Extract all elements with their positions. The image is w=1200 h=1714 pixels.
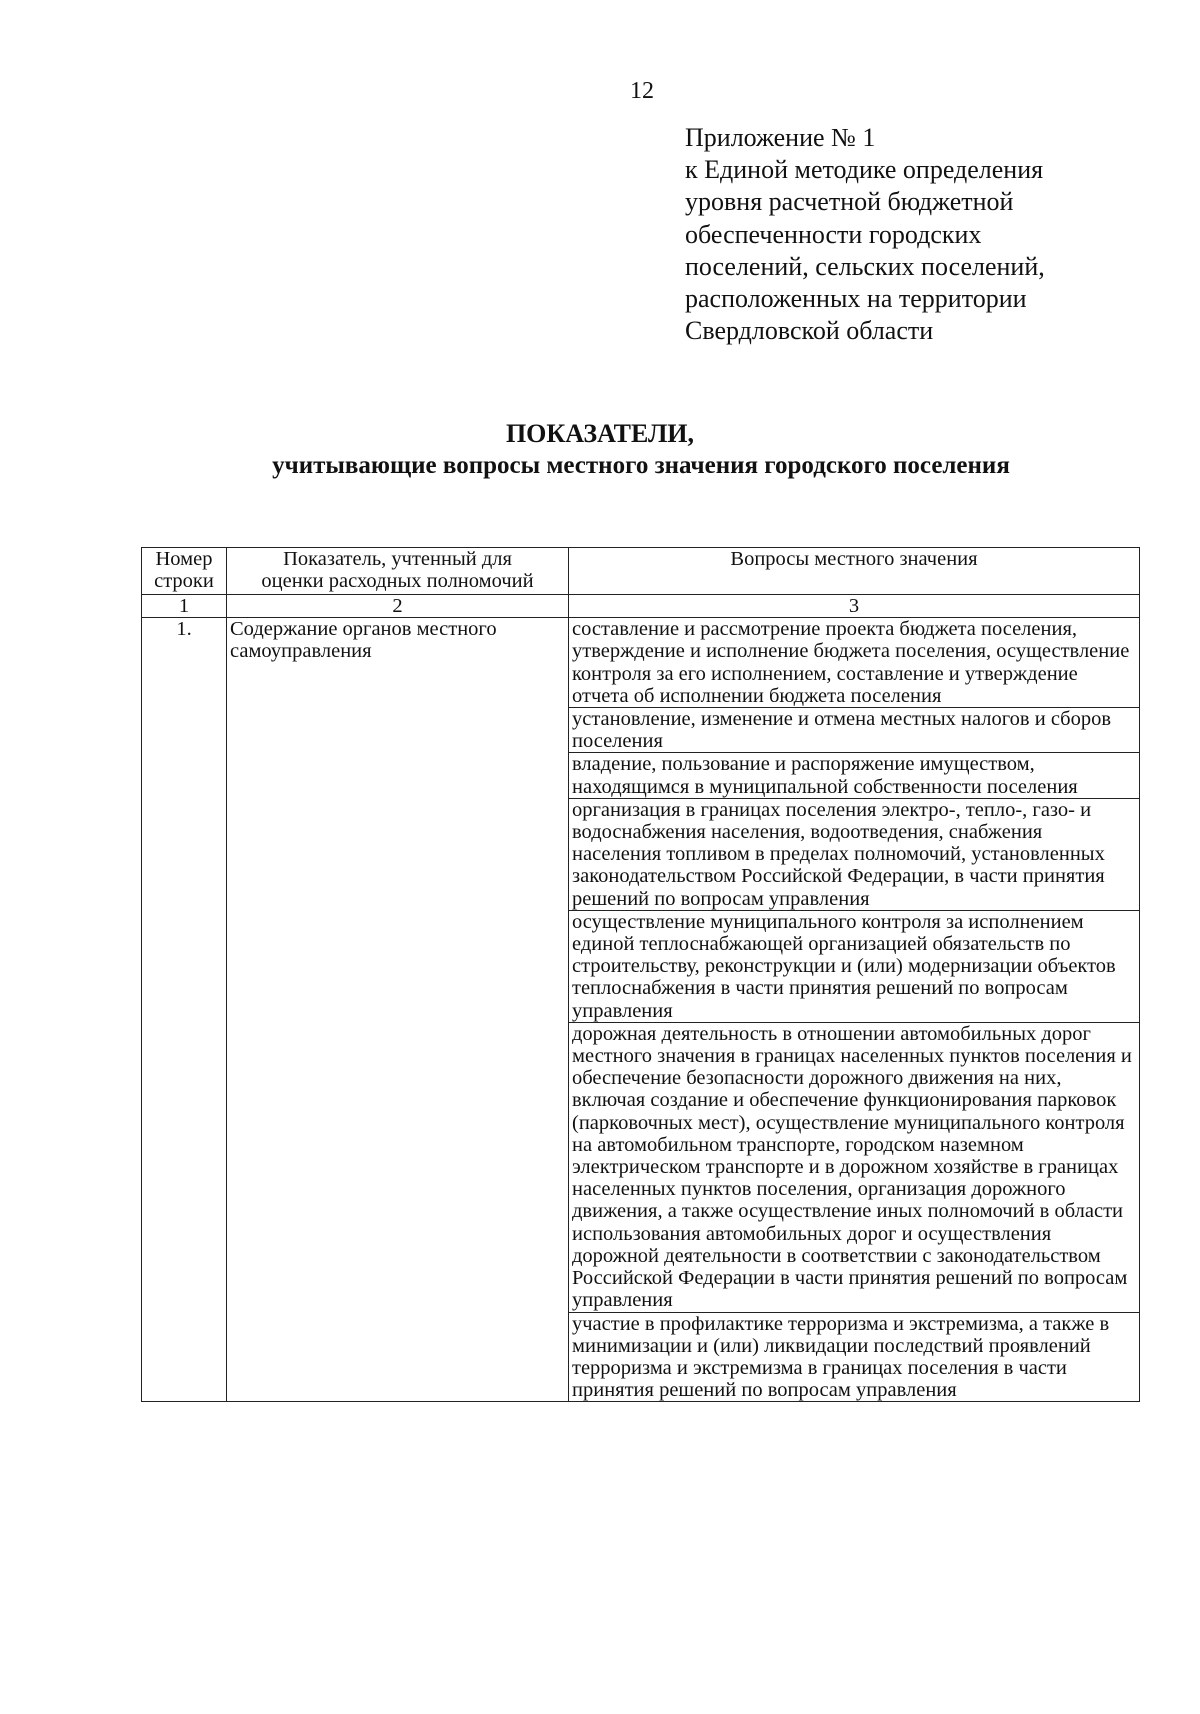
header-row-number <box>142 548 227 595</box>
column-number: 2 <box>227 595 569 618</box>
header-indicator <box>227 548 569 595</box>
header-line: оценки расходных полномочий <box>261 570 534 593</box>
header-line: Показатель, учтенный для <box>283 548 512 570</box>
header-line: строки <box>154 570 214 593</box>
issue-cell: осуществление муниципального контроля за исполнением единой теплоснабжающей организацией обязательств по строительству, реконструкции и (или) модернизации объектов теплоснабжения в части принятия решений по вопросам управления <box>569 910 1140 1022</box>
document-title: ПОКАЗАТЕЛИ, <box>505 419 695 448</box>
table-header-row <box>142 548 1140 595</box>
appendix-line: Приложение № 1 <box>685 123 876 152</box>
appendix-line: Свердловской области <box>685 316 934 346</box>
column-number-row <box>142 595 1140 618</box>
page-number: 12 <box>630 78 654 104</box>
row-number: 1. <box>142 618 227 1402</box>
appendix-line: расположенных на территории <box>685 284 1027 314</box>
indicators-table <box>141 547 1140 1402</box>
issue-cell: установление, изменение и отмена местных налогов и сборов поселения <box>569 708 1140 753</box>
column-number: 3 <box>569 595 1140 618</box>
issue-cell: организация в границах поселения электро-, тепло-, газо- и водоснабжения населения, водоотведения, снабжения населения топливом в пределах полномочий, установленных законодательством Российской Федерации, в части принятия решений по вопросам управления <box>569 798 1140 910</box>
column-number: 1 <box>142 595 227 618</box>
indicator-cell: Содержание органов местного самоуправления <box>227 618 569 1402</box>
issue-cell: владение, пользование и распоряжение имуществом, находящимся в муниципальной собственности поселения <box>569 753 1140 798</box>
document-subtitle: учитывающие вопросы местного значения городского поселения <box>272 452 1010 479</box>
issue-cell: составление и рассмотрение проекта бюджета поселения, утверждение и исполнение бюджета поселения, осуществление контроля за его исполнением, составление и утверждение отчета об исполнении бюджета поселения <box>569 618 1140 708</box>
table-row <box>142 618 1140 708</box>
appendix-line: обеспеченности городских <box>685 219 982 249</box>
appendix-line: к Единой методике определения <box>685 155 1044 185</box>
issue-cell: дорожная деятельность в отношении автомобильных дорог местного значения в границах населенных пунктов поселения и обеспечение безопасности дорожного движения на них, включая создание и обеспечение функционирования парковок (парковочных мест), осуществление муниципального контроля на автомобильном транспорте, городском наземном электрическом транспорте и в дорожном хозяйстве в границах населенных пунктов поселения, организация дорожного движения, а также осуществление иных полномочий в области использования автомобильных дорог и осуществления дорожной деятельности в соответствии с законодательством Российской Федерации в части принятия решений по вопросам управления <box>569 1022 1140 1312</box>
issue-cell: участие в профилактике терроризма и экстремизма, а также в минимизации и (или) ликвидации последствий проявлений терроризма и экстремизма в границах поселения в части принятия решений по вопросам управления <box>569 1312 1140 1402</box>
appendix-line: уровня расчетной бюджетной <box>685 187 1014 217</box>
appendix-line: поселений, сельских поселений, <box>685 251 1045 281</box>
header-line: Номер <box>155 548 213 570</box>
header-local-issues: Вопросы местного значения <box>569 548 1140 595</box>
appendix-block <box>685 122 1045 347</box>
